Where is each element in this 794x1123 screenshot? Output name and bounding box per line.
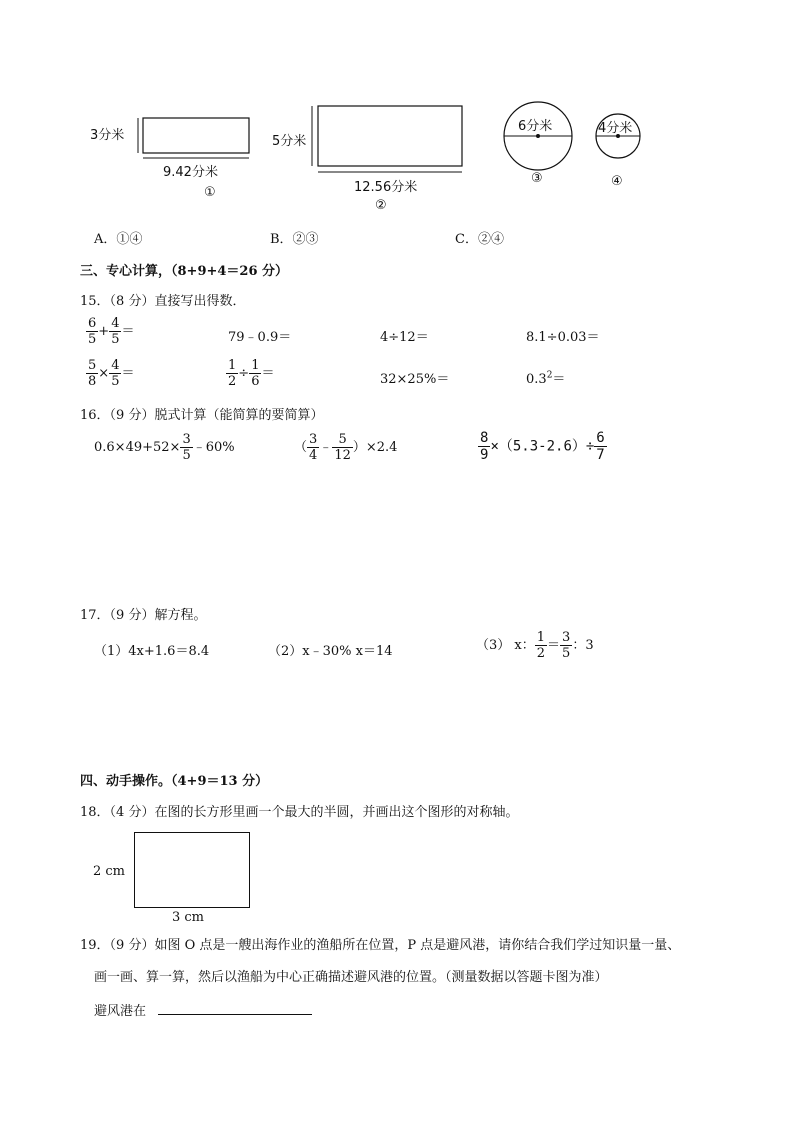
- fraction: $\frac{5}{12}$: [334, 432, 351, 463]
- q17-expr-1: （1）4x+1.6＝8.4: [94, 644, 210, 659]
- q19-answer-label: 避风港在: [94, 1004, 147, 1019]
- fraction: $\frac{1}{2}$: [536, 630, 546, 661]
- fraction: $\frac{6}{7}$: [596, 430, 605, 463]
- q15-expr-1: $\frac{6}{5}$ + $\frac{4}{5}$ ＝: [88, 316, 135, 347]
- rect-2-height-label: 5分米: [272, 134, 307, 149]
- figure-1-number: ①: [204, 185, 216, 200]
- q17-title: 17．（9 分）解方程。: [80, 608, 207, 623]
- rect-1-width-label: 9.42分米: [163, 165, 218, 180]
- q19-answer-blank[interactable]: [158, 1014, 312, 1015]
- q15-expr-7: 32×25%＝: [380, 372, 450, 387]
- section-3-title: 三、专心计算，（8+9+4＝26 分）: [80, 264, 289, 279]
- figure-4-number: ④: [611, 174, 623, 189]
- q18-height-label: 2 cm: [93, 864, 126, 879]
- q16-expr-1: 0.6×49+52× $\frac{3}{5}$ ﹣60%: [94, 432, 235, 463]
- q18-rectangle[interactable]: [134, 832, 250, 908]
- q17-expr-2: （2）x﹣30% x＝14: [268, 644, 393, 659]
- fraction: $\frac{1}{6}$: [251, 358, 260, 389]
- fraction: $\frac{5}{8}$: [88, 358, 97, 389]
- q15-expr-4: 8.1÷0.03＝: [526, 330, 600, 345]
- circle-3-label: 6分米: [518, 119, 553, 134]
- fraction: $\frac{3}{5}$: [562, 630, 571, 661]
- q16-expr-3: $\frac{8}{9}$ ×（5.3-2.6）÷ $\frac{6}{7}$: [480, 430, 605, 463]
- rect-1-height-label: 3分米: [90, 128, 125, 143]
- circle-3-center: [536, 134, 540, 138]
- fraction: $\frac{6}{5}$: [88, 316, 97, 347]
- fraction: $\frac{1}{2}$: [228, 358, 237, 389]
- figure-3-number: ③: [531, 171, 543, 186]
- q17-expr-3: （3） x： $\frac{1}{2}$ ＝ $\frac{3}{5}$ ：3: [476, 630, 594, 661]
- q15-expr-3: 4÷12＝: [380, 330, 429, 345]
- q19-line-1: 19．（9 分）如图 O 点是一艘出海作业的渔船所在位置，P 点是避风港，请你结合我们学过知识量一量、: [80, 938, 681, 953]
- q15-expr-5: $\frac{5}{8}$ × $\frac{4}{5}$ ＝: [88, 358, 135, 389]
- figures-svg: [80, 98, 660, 218]
- fraction: $\frac{4}{5}$: [111, 358, 120, 389]
- q15-title: 15．（8 分）直接写出得数．: [80, 294, 246, 309]
- q16-expr-2: （ $\frac{3}{4}$ ﹣ $\frac{5}{12}$ ）×2.4: [294, 432, 398, 463]
- rect-2: [318, 106, 462, 166]
- option-a[interactable]: A．①④: [94, 232, 143, 247]
- fraction: $\frac{3}{4}$: [309, 432, 318, 463]
- fraction: $\frac{8}{9}$: [480, 430, 489, 463]
- q16-title: 16．（9 分）脱式计算（能简算的要简算）: [80, 408, 324, 423]
- q18-width-label: 3 cm: [172, 910, 205, 925]
- section-4-title: 四、动手操作。（4+9＝13 分）: [80, 774, 269, 789]
- circle-4-label: 4分米: [598, 121, 633, 136]
- figure-2-number: ②: [375, 198, 387, 213]
- q15-expr-8: $0.3^2=$: [526, 370, 566, 387]
- q15-expr-2: 79﹣0.9＝: [228, 330, 292, 345]
- option-c[interactable]: C．②④: [455, 232, 504, 247]
- option-b[interactable]: B．②③: [270, 232, 319, 247]
- q15-expr-6: $\frac{1}{2}$ ÷ $\frac{1}{6}$ ＝: [228, 358, 275, 389]
- fraction: $\frac{3}{5}$: [182, 432, 191, 463]
- rect-2-width-label: 12.56分米: [354, 180, 418, 195]
- q18-title: 18．（4 分）在图的长方形里画一个最大的半圆，并画出这个图形的对称轴。: [80, 805, 519, 820]
- fraction: $\frac{4}{5}$: [111, 316, 120, 347]
- rect-1: [143, 118, 249, 153]
- q19-line-2: 画一画、算一算，然后以渔船为中心正确描述避风港的位置。（测量数据以答题卡图为准）: [94, 970, 608, 985]
